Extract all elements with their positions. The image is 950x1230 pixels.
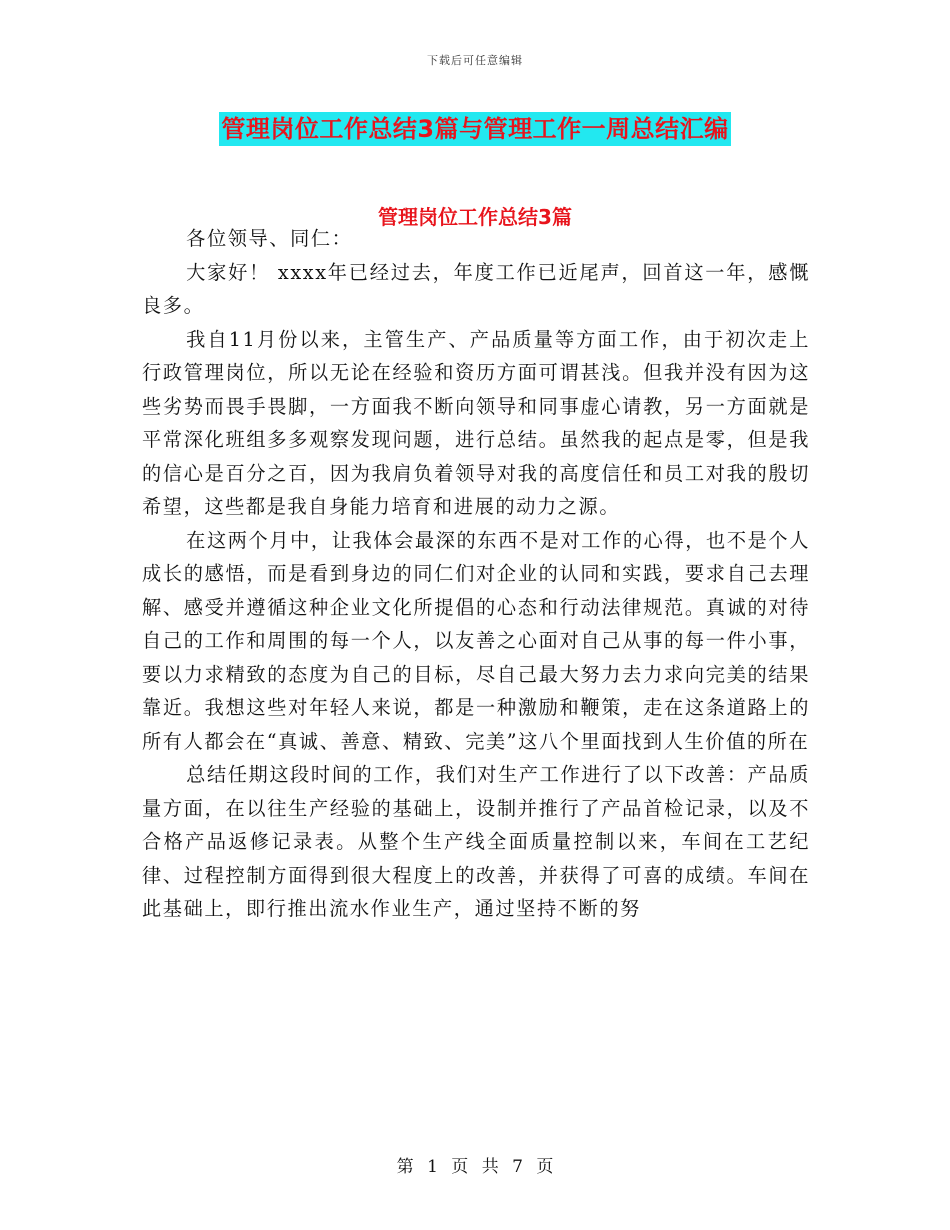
page-footer: 第 1 页 共 7 页	[396, 1157, 554, 1177]
paragraph-intro: 我自11月份以来，主管生产、产品质量等方面工作，由于初次走上行政管理岗位，所以无论在经验和资历方面可谓甚浅。但我并没有因为这些劣势而畏手畏脚，一方面我不断向领导和同事虚心请教，另一方面就是平常深化班组多多观察发现问题，进行总结。虽然我的起点是零，但是我的信心是百分之百，因为我肩负着领导对我的高度信任和员工对我的殷切希望，这些都是我自身能力培育和进展的动力之源。	[142, 327, 810, 518]
paragraph-greeting: 大家好！ xxxx年已经过去，年度工作已近尾声，回首这一年，感慨良多。	[142, 260, 810, 317]
document-body	[142, 222, 810, 926]
paragraph-salutation: 各位领导、同仁：	[186, 227, 353, 250]
main-title: 管理岗位工作总结3篇与管理工作一周总结汇编	[219, 112, 730, 146]
main-title-container	[0, 112, 950, 146]
paragraph-reflection: 在这两个月中，让我体会最深的东西不是对工作的心得，也不是个人成长的感悟，而是看到身边的同仁们对企业的认同和实践，要求自己去理解、感受并遵循这种企业文化所提倡的心态和行动法律规范。真诚的对待自己的工作和周围的每一个人，以友善之心面对自己从事的每一件小事，要以力求精致的态度为自己的目标，尽自己最大努力去力求向完美的结果靠近。我想这些对年轻人来说，都是一种激励和鞭策，走在这条道路上的所有人都会在“真诚、善意、精致、完美”这八个里面找到人生价值的所在	[142, 528, 810, 753]
page-header-note: 下载后可任意编辑	[427, 54, 523, 67]
section-title: 管理岗位工作总结3篇	[378, 205, 572, 229]
paragraph-summary: 总结任期这段时间的工作，我们对生产工作进行了以下改善：产品质量方面，在以往生产经验的基础上，设制并推行了产品首检记录，以及不合格产品返修记录表。从整个生产线全面质量控制以来，车间在工艺纪律、过程控制方面得到很大程度上的改善，并获得了可喜的成绩。车间在此基础上，即行推出流水作业生产，通过坚持不断的努	[142, 763, 810, 920]
